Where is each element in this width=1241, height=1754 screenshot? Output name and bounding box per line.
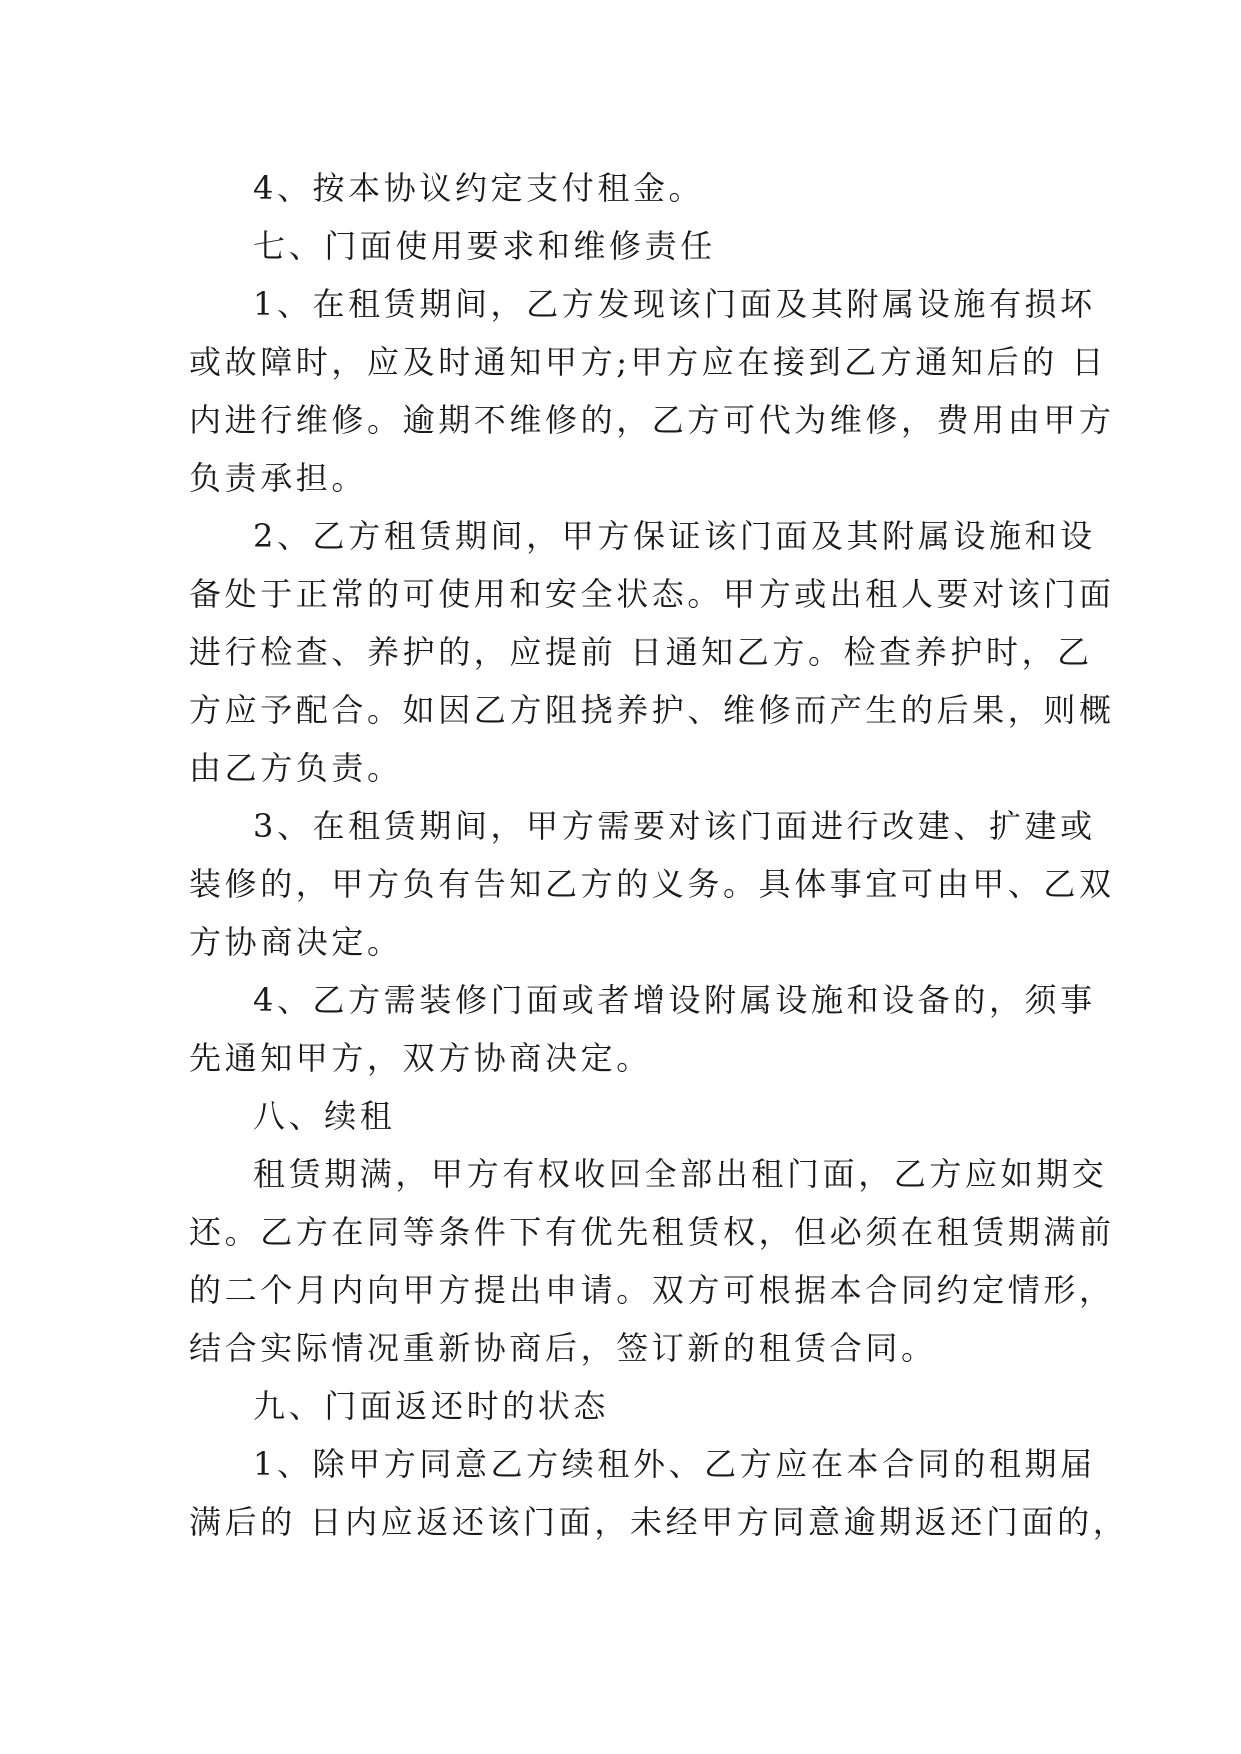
text-line: 内进行维修。逾期不维修的，乙方可代为维修，费用由甲方 [189, 401, 1115, 439]
section-heading: 九、门面返还时的状态 [253, 1387, 610, 1425]
text-line: 方协商决定。 [189, 923, 403, 961]
text-line: 1、除甲方同意乙方续租外、乙方应在本合同的租期届 [253, 1445, 1096, 1483]
text-line: 进行检查、养护的，应提前 日通知乙方。检查养护时，乙 [189, 633, 1093, 671]
text-line: 先通知甲方，双方协商决定。 [189, 1039, 652, 1077]
text-line: 或故障时，应及时通知甲方;甲方应在接到乙方通知后的 日 [189, 343, 1108, 381]
text-line: 由乙方负责。 [189, 749, 403, 787]
text-line: 装修的，甲方负有告知乙方的义务。具体事宜可由甲、乙双 [189, 865, 1115, 903]
text-line: 还。乙方在同等条件下有优先租赁权，但必须在租赁期满前 [189, 1213, 1115, 1251]
section-heading: 七、门面使用要求和维修责任 [253, 227, 716, 265]
document-body [189, 159, 1129, 1551]
text-line: 4、乙方需装修门面或者增设附属设施和设备的，须事 [253, 981, 1096, 1019]
section-heading: 八、续租 [253, 1097, 396, 1135]
text-line: 1、在租赁期间，乙方发现该门面及其附属设施有损坏 [253, 285, 1096, 323]
text-line: 负责承担。 [189, 459, 368, 497]
text-line: 租赁期满，甲方有权收回全部出租门面，乙方应如期交 [253, 1155, 1108, 1193]
text-line: 的二个月内向甲方提出申请。双方可根据本合同约定情形， [189, 1271, 1115, 1309]
text-line: 备处于正常的可使用和安全状态。甲方或出租人要对该门面 [189, 575, 1115, 613]
text-line: 满后的 日内应返还该门面，未经甲方同意逾期返还门面的， [189, 1503, 1129, 1541]
text-line: 3、在租赁期间，甲方需要对该门面进行改建、扩建或 [253, 807, 1096, 845]
text-line: 结合实际情况重新协商后，签订新的租赁合同。 [189, 1329, 937, 1367]
text-line: 2、乙方租赁期间，甲方保证该门面及其附属设施和设 [253, 517, 1096, 555]
text-line: 4、按本协议约定支付租金。 [253, 169, 705, 207]
text-line: 方应予配合。如因乙方阻挠养护、维修而产生的后果，则概 [189, 691, 1115, 729]
